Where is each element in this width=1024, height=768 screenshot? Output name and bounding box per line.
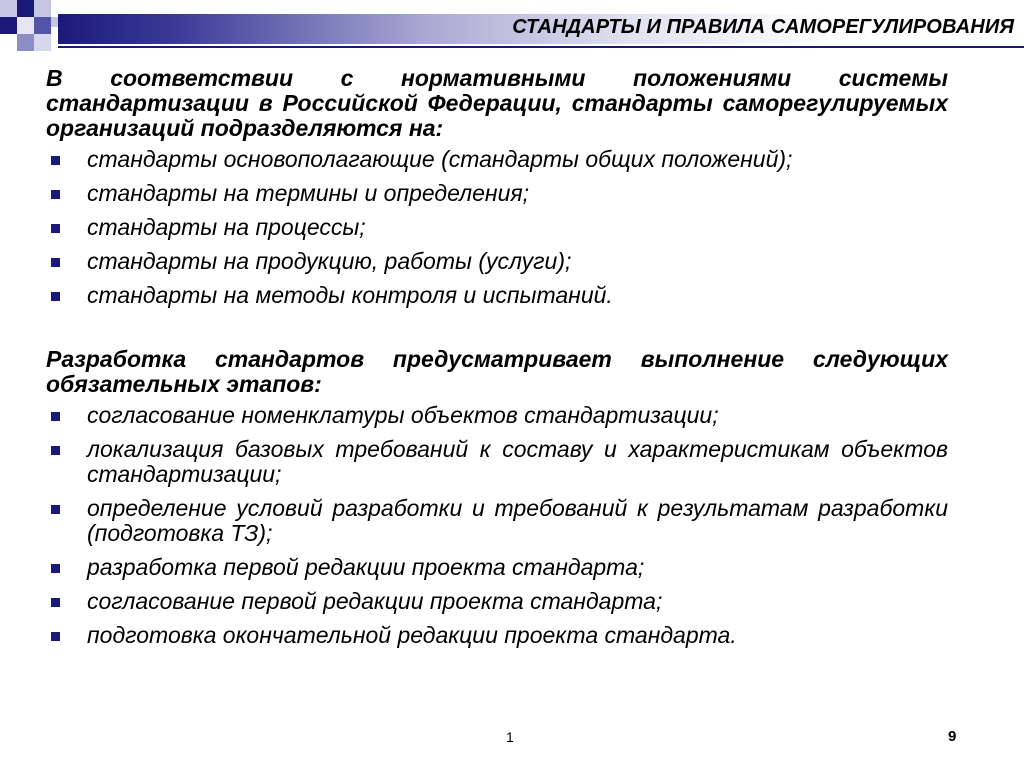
header-rule — [58, 46, 1024, 48]
square-bullet-icon — [51, 224, 60, 233]
square-bullet-icon — [51, 505, 60, 514]
section-2-lead: Разработка стандартов предусматривает выполнение следующих обязательных этапов: — [46, 346, 948, 397]
list-item: локализация базовых требований к составу и характеристикам объектов стандартизации; — [46, 437, 948, 487]
square-bullet-icon — [51, 292, 60, 301]
list-item: стандарты на методы контроля и испытаний. — [46, 283, 948, 308]
list-item: согласование первой редакции проекта стандарта; — [46, 589, 948, 614]
list-item: стандарты на термины и определения; — [46, 181, 948, 206]
list-item: определение условий разработки и требований к результатам разработки (подготовка ТЗ); — [46, 496, 948, 546]
square-bullet-icon — [51, 632, 60, 641]
list-item: согласование номенклатуры объектов стандартизации; — [46, 403, 948, 428]
square-bullet-icon — [51, 412, 60, 421]
list-item: стандарты на продукцию, работы (услуги); — [46, 249, 948, 274]
page-title: СТАНДАРТЫ И ПРАВИЛА САМОРЕГУЛИРОВАНИЯ — [512, 16, 1014, 38]
section-1-lead: В соответствии с нормативными положениями системы стандартизации в Российской Федерации, стандарты саморегулируемых организаций подразделяются на: — [46, 65, 948, 141]
square-bullet-icon — [51, 156, 60, 165]
square-bullet-icon — [51, 598, 60, 607]
list-item: стандарты основополагающие (стандарты общих положений); — [46, 147, 948, 172]
square-bullet-icon — [51, 258, 60, 267]
footer-slide-marker: 1 — [506, 729, 514, 745]
square-bullet-icon — [51, 564, 60, 573]
list-item: стандарты на процессы; — [46, 215, 948, 240]
square-bullet-icon — [51, 190, 60, 199]
page-number: 9 — [948, 728, 957, 745]
list-item: разработка первой редакции проекта стандарта; — [46, 555, 948, 580]
section-1-list — [46, 147, 948, 308]
square-bullet-icon — [51, 446, 60, 455]
section-2-list — [46, 403, 948, 648]
slide-content — [46, 66, 948, 657]
list-item: подготовка окончательной редакции проекта стандарта. — [46, 623, 948, 648]
